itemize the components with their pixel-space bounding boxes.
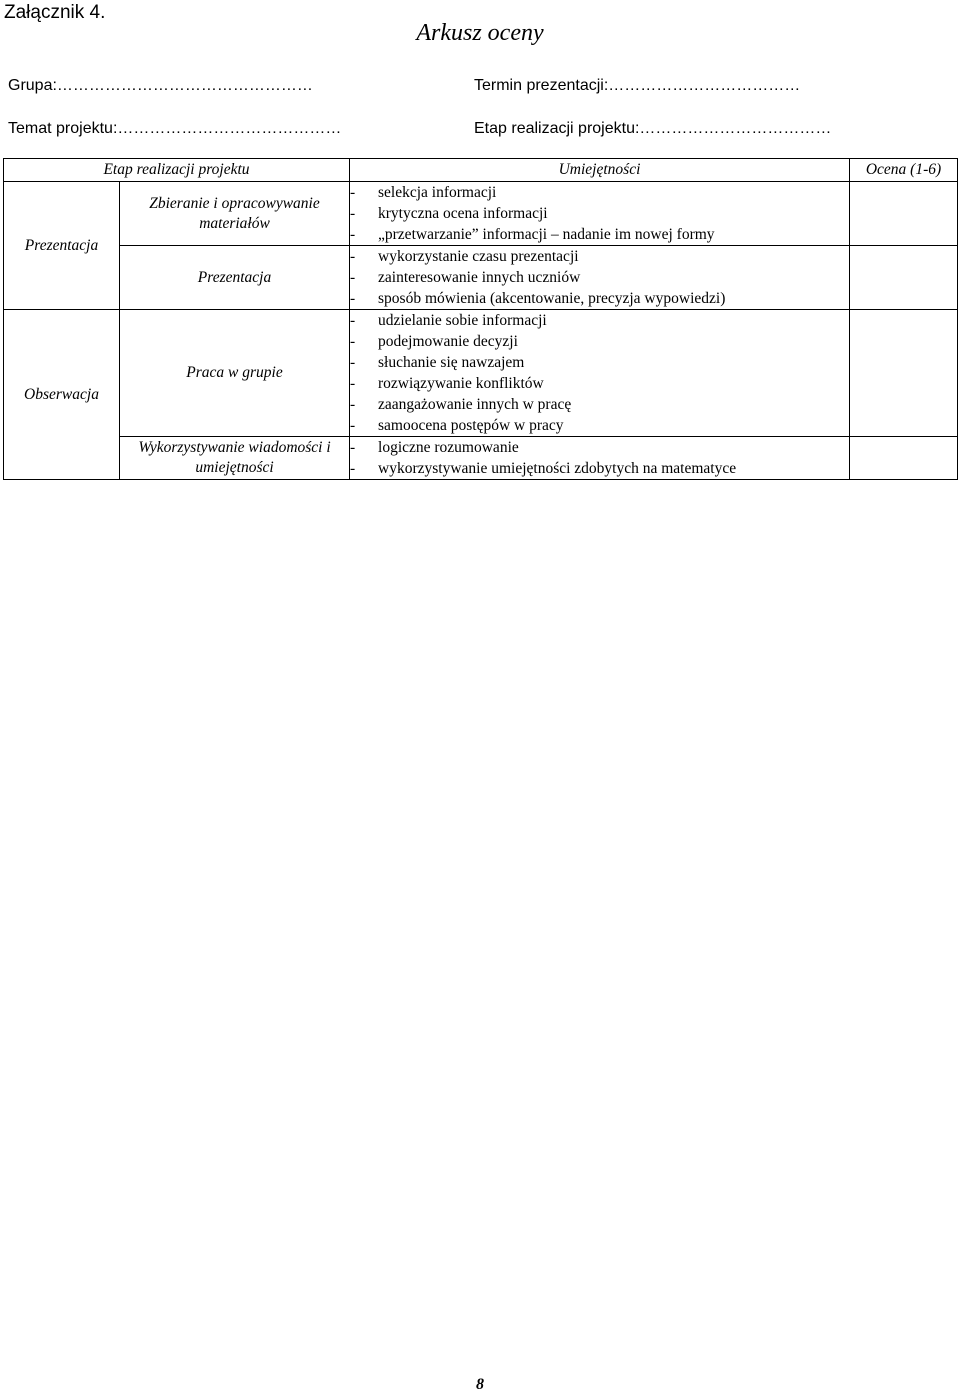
stage-field	[474, 120, 831, 138]
skill-text: podejmowanie decyzji	[378, 333, 518, 350]
stage-subcategory: Prezentacja	[120, 246, 350, 310]
skill-item	[350, 331, 849, 352]
skill-item	[350, 224, 849, 245]
bullet-dash: -	[350, 439, 356, 456]
table-row	[4, 182, 958, 246]
skills-cell	[350, 246, 850, 310]
skill-item	[350, 373, 849, 394]
bullet-dash: -	[350, 269, 356, 286]
stage-subcategory: Zbieranie i opracowywanie materiałów	[120, 182, 350, 246]
page-title: Arkusz oceny	[416, 20, 544, 46]
skill-item	[350, 182, 849, 203]
group-field	[8, 77, 313, 95]
skill-item	[350, 203, 849, 224]
skill-item	[350, 246, 849, 267]
bullet-dash: -	[350, 205, 356, 222]
topic-label: Temat projektu:	[8, 120, 118, 137]
grade-cell[interactable]	[850, 182, 958, 246]
skill-item	[350, 458, 849, 479]
table-header-row	[4, 159, 958, 182]
header-stage: Etap realizacji projektu	[4, 159, 350, 182]
skill-item	[350, 267, 849, 288]
skill-text: logiczne rozumowanie	[378, 439, 519, 456]
term-label: Termin prezentacji:	[474, 77, 609, 94]
skill-text: samoocena postępów w pracy	[378, 417, 564, 434]
skills-cell	[350, 437, 850, 480]
grade-cell[interactable]	[850, 437, 958, 480]
header-skills: Umiejętności	[350, 159, 850, 182]
skill-item	[350, 437, 849, 458]
skill-text: rozwiązywanie konfliktów	[378, 375, 544, 392]
bullet-dash: -	[350, 290, 356, 307]
table-row	[4, 310, 958, 437]
bullet-dash: -	[350, 417, 356, 434]
skill-text: zainteresowanie innych uczniów	[378, 269, 581, 286]
skill-text: udzielanie sobie informacji	[378, 312, 547, 329]
table-row	[4, 437, 958, 480]
skill-item	[350, 415, 849, 436]
assessment-table	[3, 158, 958, 480]
bullet-dash: -	[350, 312, 356, 329]
skill-item	[350, 310, 849, 331]
bullet-dash: -	[350, 375, 356, 392]
annex-label: Załącznik 4.	[4, 2, 106, 23]
stage-label: Etap realizacji projektu:	[474, 120, 640, 137]
skills-cell	[350, 310, 850, 437]
skill-text: zaangażowanie innych w pracę	[378, 396, 572, 413]
stage-subcategory: Praca w grupie	[120, 310, 350, 437]
bullet-dash: -	[350, 354, 356, 371]
bullet-dash: -	[350, 333, 356, 350]
skill-text: słuchanie się nawzajem	[378, 354, 525, 371]
bullet-dash: -	[350, 460, 356, 477]
grade-cell[interactable]	[850, 310, 958, 437]
header-grade: Ocena (1-6)	[850, 159, 958, 182]
group-dots: …………………………………………	[56, 77, 313, 94]
skill-text: selekcja informacji	[378, 184, 497, 201]
skill-text: sposób mówienia (akcentowanie, precyzja wypowiedzi)	[378, 290, 726, 307]
skill-text: „przetwarzanie” informacji – nadanie im nowej formy	[378, 226, 715, 243]
table-row	[4, 246, 958, 310]
skill-item	[350, 352, 849, 373]
topic-field	[8, 120, 341, 138]
term-dots: ………………………………	[608, 77, 801, 94]
skill-text: wykorzystywanie umiejętności zdobytych na matematyce	[378, 460, 737, 477]
group-label: Grupa:	[8, 77, 57, 94]
skill-item	[350, 288, 849, 309]
topic-dots: ……………………………………	[117, 120, 342, 137]
bullet-dash: -	[350, 184, 356, 201]
term-field	[474, 77, 800, 95]
grade-cell[interactable]	[850, 246, 958, 310]
page-number: 8	[476, 1376, 484, 1393]
skill-item	[350, 394, 849, 415]
bullet-dash: -	[350, 396, 356, 413]
skills-cell	[350, 182, 850, 246]
bullet-dash: -	[350, 226, 356, 243]
stage-dots: ………………………………	[639, 120, 832, 137]
bullet-dash: -	[350, 248, 356, 265]
stage-subcategory: Wykorzystywanie wiadomości i umiejętności	[120, 437, 350, 480]
stage-category: Obserwacja	[4, 310, 120, 480]
stage-category: Prezentacja	[4, 182, 120, 310]
skill-text: wykorzystanie czasu prezentacji	[378, 248, 579, 265]
skill-text: krytyczna ocena informacji	[378, 205, 548, 222]
